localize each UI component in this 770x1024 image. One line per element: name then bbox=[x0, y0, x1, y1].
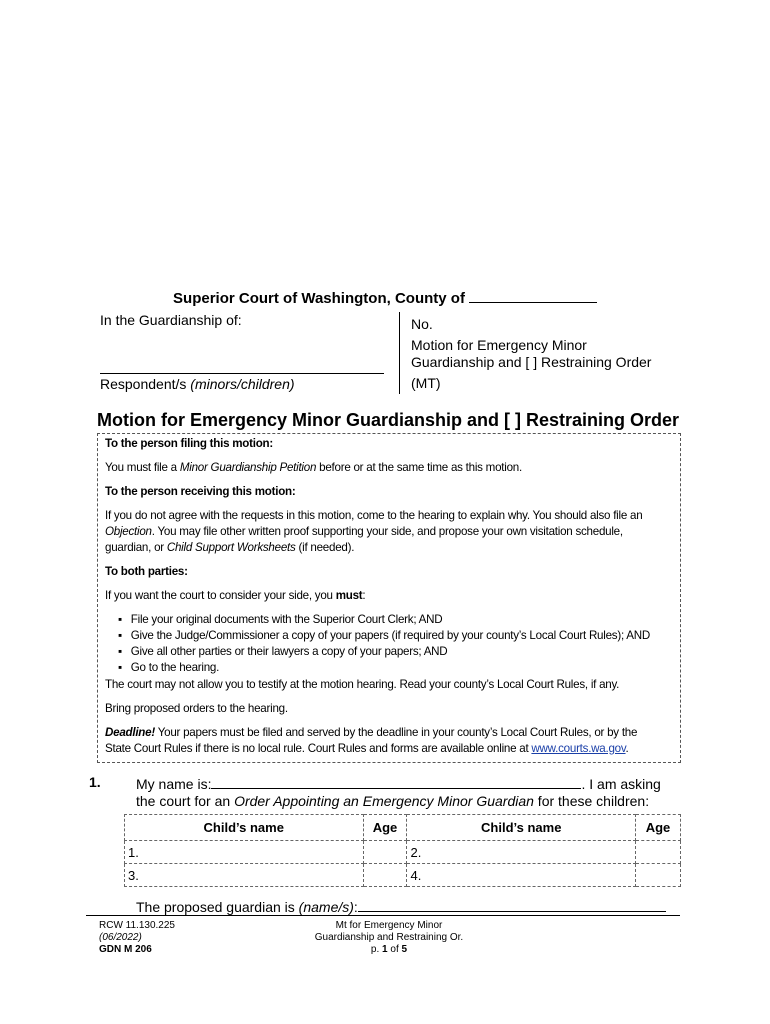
table-row bbox=[125, 864, 681, 887]
proposed-guardian: The proposed guardian is (name/s): bbox=[136, 897, 666, 915]
both-intro: If you want the court to consider your side, you must: bbox=[105, 589, 366, 602]
case-number-label: No. bbox=[411, 316, 433, 332]
doc-title-line1: Motion for Emergency Minor bbox=[411, 337, 587, 353]
doc-code: (MT) bbox=[411, 375, 441, 391]
bring-orders-note: Bring proposed orders to the hearing. bbox=[105, 702, 288, 715]
child-name-cell[interactable]: 1. bbox=[125, 841, 364, 864]
receiving-line-3: guardian, or Child Support Worksheets (if needed). bbox=[105, 541, 355, 554]
page-number: p. 1 of 5 bbox=[370, 944, 408, 955]
case-caption bbox=[411, 316, 651, 392]
child-age-cell[interactable] bbox=[636, 841, 681, 864]
children-table bbox=[124, 814, 681, 887]
respondent-text: Respondent/s bbox=[100, 376, 187, 392]
item-number: 1. bbox=[89, 774, 101, 790]
receiving-heading: To the person receiving this motion: bbox=[105, 485, 296, 498]
filing-heading: To the person filing this motion: bbox=[105, 437, 273, 450]
child-age-cell[interactable] bbox=[636, 864, 681, 887]
column-header: Age bbox=[636, 815, 681, 841]
testify-note: The court may not allow you to testify at the motion hearing. Read your county’s Local Court Rules, if any. bbox=[105, 678, 620, 691]
court-heading bbox=[0, 288, 770, 307]
courts-link[interactable]: www.courts.wa.gov bbox=[531, 742, 626, 755]
footer-rule bbox=[86, 915, 680, 916]
notice-box bbox=[97, 433, 681, 763]
child-name-cell[interactable]: 2. bbox=[407, 841, 636, 864]
my-name-label: My name is: bbox=[136, 776, 212, 792]
footer-date: (06/2022) bbox=[99, 932, 142, 943]
child-name-cell[interactable]: 3. bbox=[125, 864, 364, 887]
bullet-item: ▪ Give the Judge/Commissioner a copy of your papers (if required by your county’s Local Court Rules); AND bbox=[118, 629, 650, 642]
deadline-line-2: State Court Rules if there is no local rule. Court Rules and forms are available online at www.courts.wa.gov. bbox=[105, 742, 629, 755]
respondent-label bbox=[100, 376, 295, 392]
child-name-cell[interactable]: 4. bbox=[407, 864, 636, 887]
respondent-name-line[interactable] bbox=[100, 373, 384, 374]
child-age-cell[interactable] bbox=[363, 864, 407, 887]
my-name-field[interactable] bbox=[211, 774, 581, 789]
respondent-note: (minors/children) bbox=[190, 376, 295, 392]
receiving-line-2: Objection. You may file other written proof supporting your side, and propose your own visitation schedule, bbox=[105, 525, 623, 538]
footer-title-1: Mt for Emergency Minor bbox=[335, 920, 443, 931]
table-header-row bbox=[125, 815, 681, 841]
court-name: Superior Court of Washington, County of bbox=[173, 290, 465, 307]
table-row bbox=[125, 841, 681, 864]
footer-rcw: RCW 11.130.225 bbox=[99, 920, 175, 931]
doc-title-line2: Guardianship and [ ] Restraining Order bbox=[411, 354, 652, 370]
bullet-item: ▪ File your original documents with the Superior Court Clerk; AND bbox=[118, 613, 443, 626]
guardianship-of-label: In the Guardianship of: bbox=[100, 312, 242, 328]
county-blank[interactable] bbox=[469, 288, 597, 303]
column-header: Age bbox=[363, 815, 407, 841]
column-header: Child’s name bbox=[407, 815, 636, 841]
bullet-item: ▪ Give all other parties or their lawyers a copy of your papers; AND bbox=[118, 645, 448, 658]
caption-divider bbox=[399, 312, 400, 394]
footer-title-2: Guardianship and Restraining Or. bbox=[314, 932, 464, 943]
footer-center bbox=[254, 920, 524, 956]
receiving-line-1: If you do not agree with the requests in this motion, come to the hearing to explain why. You should also file an bbox=[105, 509, 643, 522]
page-title: Motion for Emergency Minor Guardianship and [ ] Restraining Order bbox=[97, 410, 680, 430]
bullet-item: ▪ Go to the hearing. bbox=[118, 661, 220, 674]
both-heading: To both parties: bbox=[105, 565, 188, 578]
footer-left bbox=[99, 920, 175, 956]
filing-text: You must file a Minor Guardianship Petition before or at the same time as this motion. bbox=[105, 461, 522, 474]
item1-text: My name is: . I am asking the court for an Order Appointing an Emergency Minor Guardian for these children: bbox=[136, 776, 661, 809]
proposed-guardian-field[interactable] bbox=[358, 897, 666, 912]
deadline-line-1: Deadline! Your papers must be filed and served by the deadline in your county’s Local Court Rules, or by the bbox=[105, 726, 638, 739]
child-age-cell[interactable] bbox=[363, 841, 407, 864]
footer-form-id: GDN M 206 bbox=[99, 944, 152, 955]
column-header: Child’s name bbox=[125, 815, 364, 841]
